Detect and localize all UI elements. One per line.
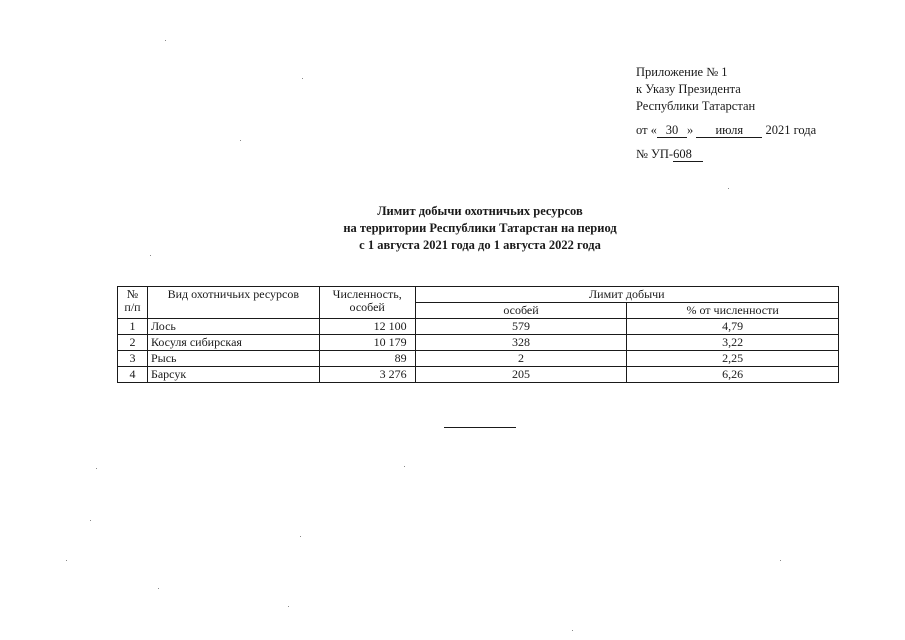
date-day: 30	[657, 123, 687, 138]
appendix-line-3: Республики Татарстан	[636, 99, 756, 113]
scan-speck	[158, 588, 159, 589]
header-limit-percent: % от численности	[627, 303, 839, 319]
header-species: Вид охотничьих ресурсов	[147, 287, 319, 319]
table-row	[118, 351, 839, 367]
header-limit-count: особей	[415, 303, 627, 319]
cell-species: Рысь	[147, 351, 319, 367]
cell-limit-count: 205	[415, 367, 627, 383]
cell-limit-count: 328	[415, 335, 627, 351]
date-year: 2021 года	[765, 123, 817, 137]
scan-speck	[96, 468, 97, 469]
date-month: июля	[696, 123, 762, 138]
cell-limit-count: 2	[415, 351, 627, 367]
title-line-3: с 1 августа 2021 года до 1 августа 2022 года	[359, 238, 601, 252]
date-prefix: от «	[636, 123, 657, 137]
appendix-header	[636, 64, 816, 163]
date-mid: »	[686, 123, 694, 137]
number-value: 608	[673, 147, 703, 162]
cell-population: 3 276	[319, 367, 415, 383]
scan-speck	[300, 536, 301, 537]
header-limit: Лимит добычи	[415, 287, 838, 303]
cell-limit-percent: 4,79	[627, 319, 839, 335]
table-row	[118, 319, 839, 335]
scan-speck	[165, 40, 166, 41]
scan-speck	[302, 78, 303, 79]
hunting-limits-table	[117, 286, 839, 383]
cell-limit-count: 579	[415, 319, 627, 335]
cell-limit-percent: 6,26	[627, 367, 839, 383]
number-prefix: № УП-	[636, 147, 674, 161]
scan-speck	[90, 520, 91, 521]
closing-divider	[444, 427, 516, 428]
scan-speck	[150, 255, 151, 256]
table-row	[118, 367, 839, 383]
title-line-1: Лимит добычи охотничьих ресурсов	[377, 204, 583, 218]
scan-speck	[404, 466, 405, 467]
cell-limit-percent: 3,22	[627, 335, 839, 351]
cell-population: 12 100	[319, 319, 415, 335]
appendix-line-2: к Указу Президента	[636, 82, 741, 96]
scan-speck	[780, 560, 781, 561]
cell-num: 1	[118, 319, 148, 335]
cell-species: Лось	[147, 319, 319, 335]
header-population: Численность, особей	[319, 287, 415, 319]
scan-speck	[572, 630, 573, 631]
decree-number	[636, 146, 816, 163]
scan-speck	[66, 560, 67, 561]
decree-date	[636, 122, 816, 139]
scan-speck	[728, 188, 729, 189]
title-line-2: на территории Республики Татарстан на период	[343, 221, 617, 235]
cell-species: Косуля сибирская	[147, 335, 319, 351]
cell-num: 3	[118, 351, 148, 367]
scan-speck	[288, 606, 289, 607]
scan-speck	[240, 140, 241, 141]
cell-num: 2	[118, 335, 148, 351]
appendix-line-1: Приложение № 1	[636, 65, 728, 79]
cell-population: 10 179	[319, 335, 415, 351]
cell-species: Барсук	[147, 367, 319, 383]
document-title	[280, 203, 680, 254]
cell-num: 4	[118, 367, 148, 383]
table-row	[118, 335, 839, 351]
cell-population: 89	[319, 351, 415, 367]
header-num: № п/п	[118, 287, 148, 319]
cell-limit-percent: 2,25	[627, 351, 839, 367]
